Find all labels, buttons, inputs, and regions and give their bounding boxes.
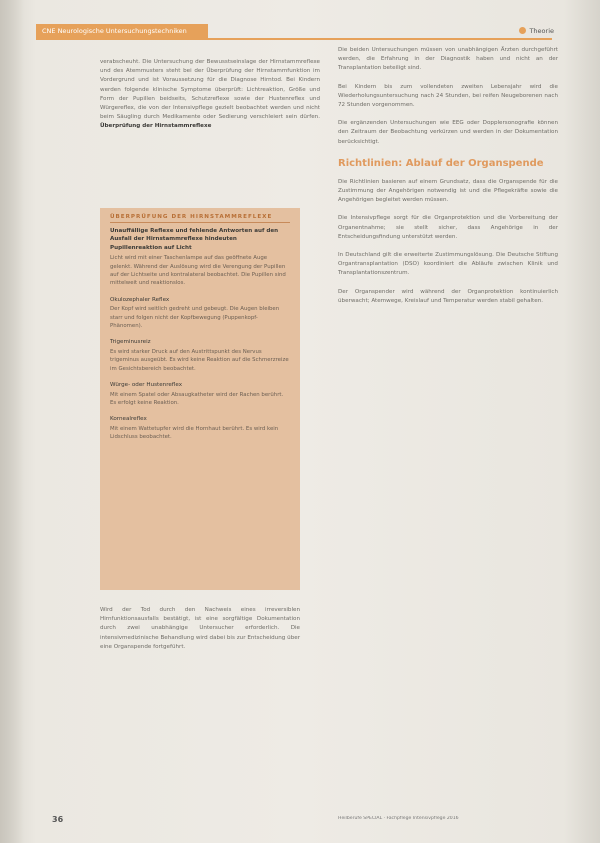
info-box-lead: Unauffällige Reflexe und fehlende Antworten auf den Ausfall der Hirnstammreflexe hindeuten Pupillenreaktion auf Licht — [110, 228, 279, 251]
info-box-lead-text: Licht wird mit einer Taschenlampe auf das geöffnete Auge gelenkt. Während der Auslösung wird die Verengung der Pupillen auf der Lichtseite und kontralateral beobachtet. Die Pupillen sind mittelweit und reaktionslos. — [110, 255, 286, 287]
info-box — [100, 208, 300, 590]
left-paragraph-bold: Überprüfung der Hirnstammreflexe — [100, 123, 212, 130]
info-box-item-head: Würge- oder Hustenreflex — [110, 382, 182, 389]
left-paragraph — [100, 58, 320, 132]
section-paragraph: Die Richtlinien basieren auf einem Grundsatz, dass die Organspende für die Zustimmung der Angehörigen notwendig ist und die Pflegekräfte sowie die Angehörigen begleitet werden müssen. — [338, 178, 558, 204]
left-paragraph-text: verabscheuht. Die Untersuchung der Bewusstseinslage der Hirnstammreflexe und des Atemmusters steht bei der Überprüfung der Hirnstammfunktion im Vordergrund und ist Voraussetzung für die Diagnose Hirntod. Bei Kindern werden folgende klinische Symptome überprüft: Lichtreaktion, Größe und Form der Pupillen beidseits, Schutzreflexe sowie der Hustenreflex und Würgereflex, die von der Intensivpflege gezielt beobachtet werden und nicht beim Säugling durch Medikamente oder Sedierung verschleiert sein dürfen. — [100, 59, 320, 121]
right-paragraph: Bei Kindern bis zum vollendeten zweiten Lebensjahr wird die Wiederholungsuntersuchung nach 24 Stunden, bei reifen Neugeborenen nach 72 Stunden vorgenommen. — [338, 83, 558, 109]
info-box-title: ÜBERPRÜFUNG DER HIRNSTAMMREFLEXE — [110, 214, 290, 223]
right-paragraph: Die beiden Untersuchungen müssen von unabhängigen Ärzten durchgeführt werden, die Erfahrung in der Diagnostik haben und nicht an der Transplantation beteiligt sind. — [338, 47, 558, 72]
info-box-item-text: Mit einem Wattetupfer wird die Hornhaut berührt. Es wird kein Lidschluss beobachtet. — [110, 425, 279, 441]
info-box-item-text: Mit einem Spatel oder Absaugkatheter wird der Rachen berührt. Es erfolgt keine Reaktion. — [110, 391, 284, 406]
header-rule — [36, 38, 552, 40]
left-bottom-column — [100, 606, 300, 661]
info-box-item-text: Der Kopf wird seitlich gedreht und gebeugt. Die Augen bleiben starr und folgen nicht der Kopfbewegung (Puppenkopf-Phänomen). — [110, 306, 280, 330]
right-column — [338, 46, 558, 315]
section-paragraph: In Deutschland gilt die erweiterte Zustimmungslösung. Die Deutsche Stiftung Organtransplantation (DSO) koordiniert die Abläufe zwischen Klinik und Transplantationszentrum. — [338, 252, 558, 277]
section-paragraph: Die Intensivpflege sorgt für die Organprotektion und die Vorbereitung der Organentnahme; sie stellt sicher, dass Angehörige in der Entscheidungsfindung unterstützt werden. — [338, 215, 558, 240]
right-paragraph: Die ergänzenden Untersuchungen wie EEG oder Dopplersonografie können den Zeitraum der Beobachtung verkürzen und werden in der Dokumentation berücksichtigt. — [338, 120, 558, 145]
badge-label: Theorie — [529, 27, 554, 35]
page-number: 36 — [52, 815, 64, 824]
info-box-item-head: Okulozephaler Reflex — [110, 296, 170, 303]
section-heading: Richtlinien: Ablauf der Organspende — [338, 157, 544, 169]
left-column — [100, 58, 320, 141]
info-box-item-head: Kornealreflex — [110, 416, 147, 423]
header-badge — [519, 27, 554, 35]
info-box-item-text: Es wird starker Druck auf den Austrittspunkt des Nervus trigeminus ausgeübt. Es wird keine Reaktion auf die Schmerzreize im Gesichtsbereich beobachtet. — [110, 348, 289, 372]
footer-citation: Heilberufe SPECIAL · Fachpflege Intensivpflege 2016 — [338, 816, 459, 821]
left-bottom-paragraph: Wird der Tod durch den Nachweis eines irreversiblen Hirnfunktionsausfalls bestätigt, ist eine sorgfältige Dokumentation durch zwei unabhängige Untersucher erforderlich. Die intensivmedizinische Behandlung wird dabei bis zur Entscheidung über eine Organspende fortgeführt. — [100, 607, 300, 650]
page-crease-shadow — [0, 0, 24, 843]
badge-dot-icon — [519, 27, 526, 34]
header-category-bar: CNE Neurologische Untersuchungstechniken — [36, 24, 208, 38]
section-paragraph: Der Organspender wird während der Organprotektion kontinuierlich überwacht; Atemwege, Kreislauf und Temperatur werden stabil gehalten. — [338, 288, 558, 304]
info-box-item-head: Trigeminusreiz — [110, 339, 151, 346]
